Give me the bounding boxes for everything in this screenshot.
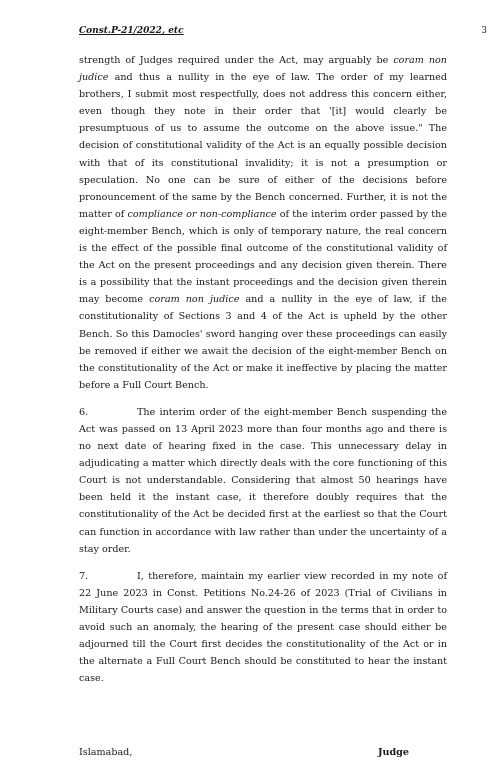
paragraph-text: of the interim order passed by the eight-member Bench, which is only of temporary nature, the real concern is the effect of the possible final outcome of the constitutional validity of the Act on the present proceedings and any decision given therein. There is a possibility that the instant proceedings and the decision given therein may become xyxy=(79,208,448,306)
italic-text: coram non judice xyxy=(149,294,240,306)
paragraph-text: strength of Judges required under the Act, may arguably be xyxy=(79,55,394,66)
paragraph xyxy=(79,568,447,688)
page-number: 3 xyxy=(481,26,487,36)
paragraph-number: 6. xyxy=(79,406,89,418)
italic-text: coram non judice xyxy=(79,55,447,84)
case-number: Const.P-21/2022, etc xyxy=(79,26,184,36)
signoff-title: Judge xyxy=(377,747,409,758)
paragraph xyxy=(79,52,447,394)
body-text xyxy=(79,52,447,697)
signoff-place: Islamabad, xyxy=(79,747,133,758)
paragraph-number: 7. xyxy=(79,570,89,582)
paragraph-text: and thus a nullity in the eye of law. The order of my learned brothers, I submit most respectfully, does not address this concern either, even though they note in their order that '[it] would clearly be presumptuous of us to assume the outcome on the above issue." The decision of constitutional validity of the Act is an equally possible decision with that of its constitutional invalidity; it is not a presumption or speculation. No one can be sure of either of the decisions before pronouncement of the same by the Bench concerned. Further, it is not the matter of xyxy=(79,72,447,220)
italic-text: compliance or non-compliance xyxy=(127,208,277,220)
page-header xyxy=(79,26,487,36)
paragraph-text: I, therefore, maintain my earlier view recorded in my note of 22 June 2023 in Const. Petitions No.24-26 of 2023 (Trial of Civilians in Military Courts case) and answer the question in the terms that in order to avoid such an anomaly, the hearing of the present case should either be adjourned till the Court first decides the constitutionality of the Act or in the alternate a Full Court Bench should be constituted to hear the instant case. xyxy=(79,570,447,685)
paragraph-text: The interim order of the eight-member Bench suspending the Act was passed on 13 April 2023 more than four months ago and there is no next date of hearing fixed in the case. This unnecessary delay in adjudicating a matter which directly deals with the core functioning of this Court is not understandable. Considering that almost 50 hearings have been held it the instant case, it therefore doubly requires that the constitutionality of the Act be decided first at the earliest so that the Court can function in accordance with law rather than under the uncertainty of a stay order. xyxy=(79,406,447,555)
paragraph xyxy=(79,404,447,558)
paragraph-text: and a nullity in the eye of law, if the constitutionality of Sections 3 and 4 of the Act is upheld by the other Bench. So this Damocles' sword hanging over these proceedings can easily be removed if either we await the decision of the eight-member Bench on the constitutionality of the Act or make it ineffective by placing the matter before a Full Court Bench. xyxy=(79,294,447,391)
signoff xyxy=(79,747,447,758)
